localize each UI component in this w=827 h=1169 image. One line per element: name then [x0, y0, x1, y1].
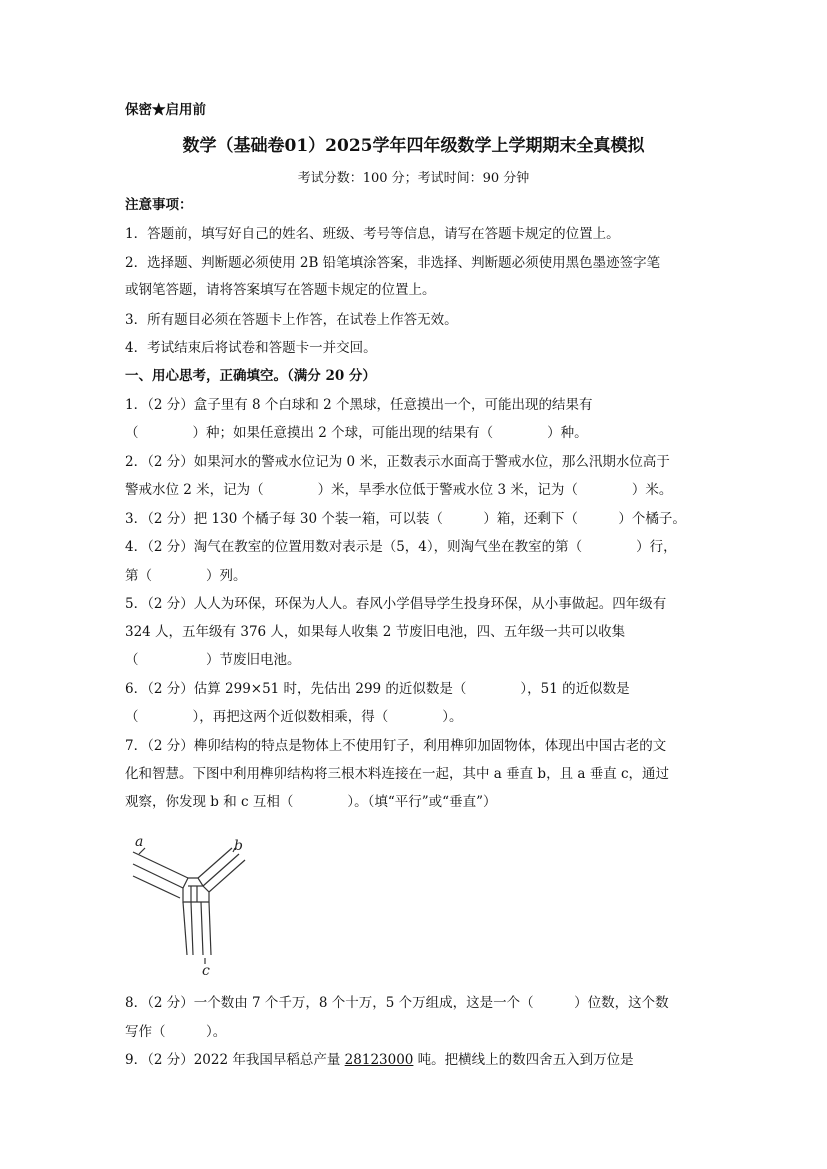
q9-text-before: 9．（2 分）2022 年我国早稻总产量	[125, 1052, 345, 1068]
q9-underlined-number: 28123000	[344, 1052, 414, 1068]
question-line: （ ）种；如果任意摸出 2 个球，可能出现的结果有（ ）种。	[125, 425, 588, 441]
question-line: 3．（2 分）把 130 个橘子每 30 个装一箱，可以装（ ）箱，还剩下（ ）个橘子。	[125, 511, 686, 527]
mortise-tenon-figure	[125, 830, 255, 978]
notice-item: 1．答题前，填写好自己的姓名、班级、考号等信息，请写在答题卡规定的位置上。	[125, 226, 620, 242]
question-line: 警戒水位 2 米，记为（ ）米，旱季水位低于警戒水位 3 米，记为（ ）米。	[125, 482, 673, 498]
question-line: 观察，你发现 b 和 c 互相（ ）。（填“平行”或“垂直”）	[125, 794, 497, 810]
notice-item: 3．所有题目必须在答题卡上作答，在试卷上作答无效。	[125, 312, 458, 328]
figure-label-b: b	[234, 838, 243, 854]
question-line: 6．（2 分）估算 299×51 时，先估出 299 的近似数是（ ），51 的近似数是	[125, 681, 630, 697]
q9-text-after: 吨。把横线上的数四舍五入到万位是	[413, 1052, 634, 1068]
question-line: 324 人，五年级有 376 人，如果每人收集 2 节废旧电池，四、五年级一共可以收集	[125, 624, 626, 640]
figure-label-a: a	[135, 834, 144, 850]
question-line: 化和智慧。下图中利用榫卯结构将三根木料连接在一起，其中 a 垂直 b，且 a 垂直 c，通过	[125, 766, 670, 782]
question-line: 4．（2 分）淘气在教室的位置用数对表示是（5，4），则淘气坐在教室的第（ ）行，	[125, 539, 677, 555]
notice-item: 2．选择题、判断题必须使用 2B 铅笔填涂答案，非选择、判断题必须使用黑色墨迹签字笔	[125, 255, 661, 271]
question-line: 5．（2 分）人人为环保，环保为人人。春风小学倡导学生投身环保，从小事做起。四年级有	[125, 596, 667, 612]
section-heading: 一、用心思考，正确填空。（满分 20 分）	[125, 368, 376, 384]
confidential-label: 保密★启用前	[125, 102, 206, 118]
notice-item: 4．考试结束后将试卷和答题卡一并交回。	[125, 340, 377, 356]
question-line: 8．（2 分）一个数由 7 个千万，8 个十万，5 个万组成，这是一个（ ）位数，这个数	[125, 995, 669, 1011]
question-line: 写作（ ）。	[125, 1024, 227, 1040]
question-line: 7．（2 分）榫卯结构的特点是物体上不使用钉子，利用榫卯加固物体，体现出中国古老的文	[125, 738, 667, 754]
notice-heading: 注意事项：	[125, 197, 193, 213]
notice-item: 或钢笔答题，请将答案填写在答题卡规定的位置上。	[125, 282, 436, 298]
question-line: （ ）节废旧电池。	[125, 652, 301, 668]
question-line: 2．（2 分）如果河水的警戒水位记为 0 米，正数表示水面高于警戒水位，那么汛期水位高于	[125, 454, 670, 470]
question-line-q9	[125, 1051, 634, 1069]
figure-label-c: c	[202, 963, 210, 978]
question-line: （ ），再把这两个近似数相乘，得（ ）。	[125, 709, 463, 725]
page-title: 数学（基础卷01）2025学年四年级数学上学期期末全真模拟	[182, 136, 645, 156]
question-line: 第（ ）列。	[125, 568, 247, 584]
question-line: 1．（2 分）盒子里有 8 个白球和 2 个黑球，任意摸出一个，可能出现的结果有	[125, 397, 593, 413]
exam-info: 考试分数：100 分；考试时间：90 分钟	[297, 171, 530, 186]
